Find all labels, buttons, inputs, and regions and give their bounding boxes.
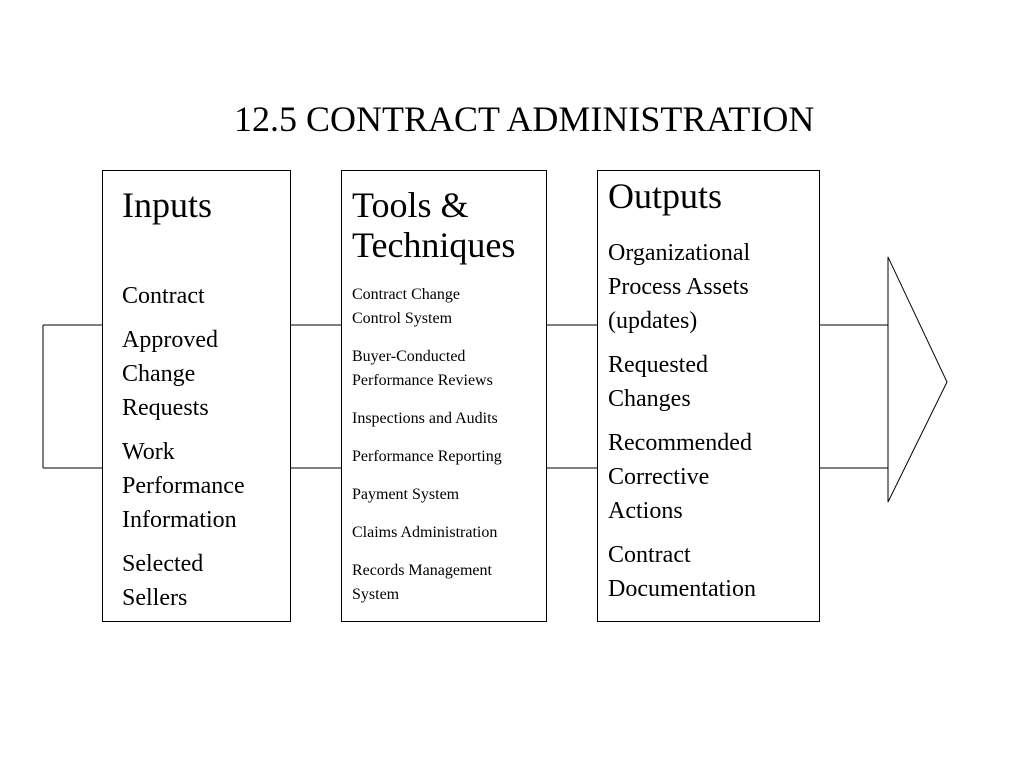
inputs-list xyxy=(122,279,290,615)
flow-arrow-head xyxy=(888,257,947,502)
tools-item: Claims Administration xyxy=(352,524,498,541)
tools-item: Contract Change Control System xyxy=(352,286,460,327)
inputs-heading: Inputs xyxy=(122,185,212,225)
inputs-box xyxy=(102,170,291,622)
tools-item: Inspections and Audits xyxy=(352,410,498,427)
tools-heading: Tools & Techniques xyxy=(352,185,516,265)
tools-list xyxy=(352,283,546,607)
inputs-item: Work Performance Information xyxy=(122,439,245,533)
outputs-item: Organizational Process Assets (updates) xyxy=(608,240,751,334)
tools-item: Performance Reporting xyxy=(352,448,502,465)
inputs-item: Contract xyxy=(122,283,205,309)
outputs-list xyxy=(608,236,819,606)
tools-item: Buyer-Conducted Performance Reviews xyxy=(352,348,493,389)
outputs-box xyxy=(597,170,820,622)
tools-item: Payment System xyxy=(352,486,460,503)
tools-item: Records Management System xyxy=(352,562,492,603)
page-title: 12.5 CONTRACT ADMINISTRATION xyxy=(234,99,815,139)
outputs-item: Recommended Corrective Actions xyxy=(608,430,752,524)
tools-techniques-box xyxy=(341,170,547,622)
outputs-heading: Outputs xyxy=(608,176,723,216)
outputs-item: Contract Documentation xyxy=(608,542,756,602)
inputs-item: Approved Change Requests xyxy=(122,327,218,421)
inputs-item: Selected Sellers xyxy=(122,551,204,611)
outputs-item: Requested Changes xyxy=(608,352,708,412)
